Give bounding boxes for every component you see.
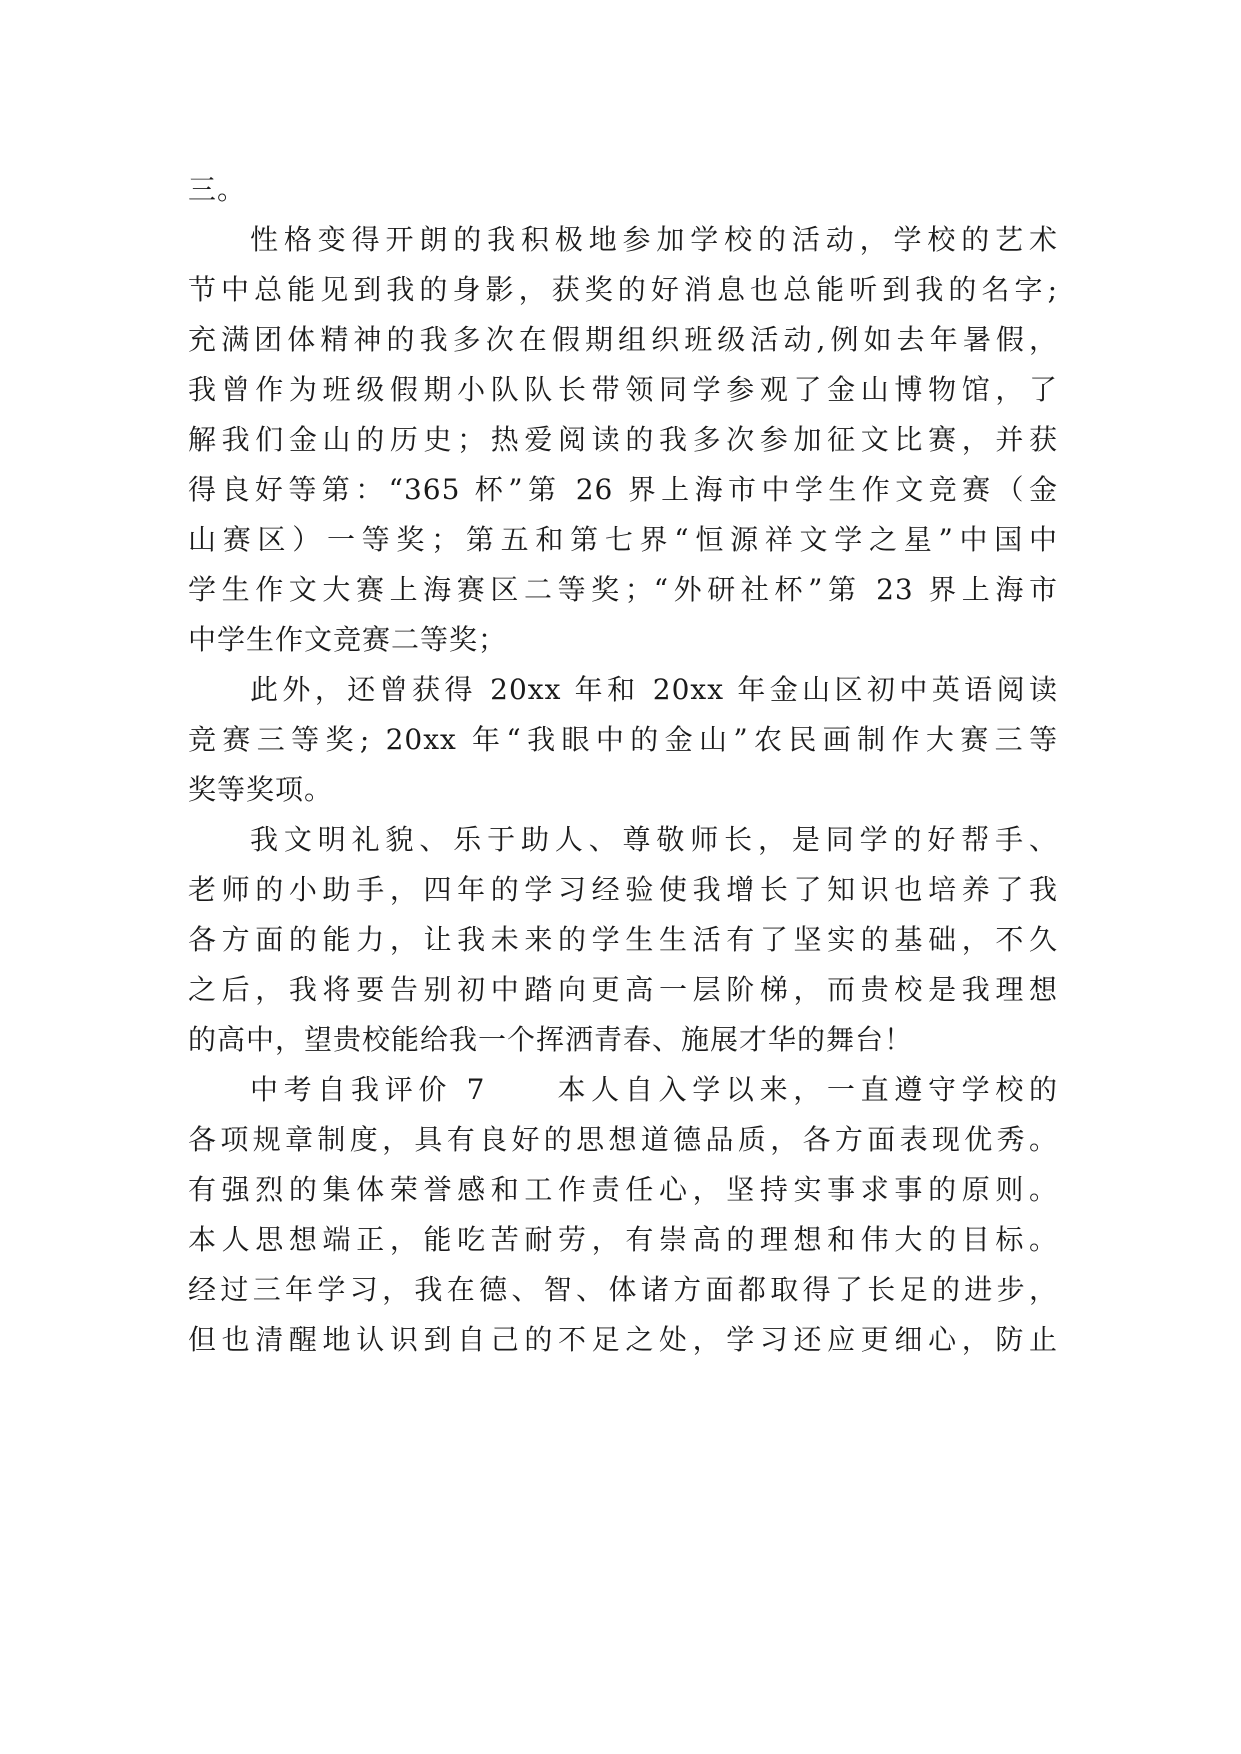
text-line: 我曾作为班级假期小队队长带领同学参观了金山博物馆，了 (188, 373, 1058, 406)
text-line: 各项规章制度，具有良好的思想道德品质，各方面表现优秀。 (188, 1123, 1058, 1156)
text-line: 经过三年学习，我在德、智、体诸方面都取得了长足的进步， (188, 1273, 1058, 1306)
text-line: 我文明礼貌、乐于助人、尊敬师长，是同学的好帮手、 (250, 823, 1058, 856)
text-line: 本人思想端正，能吃苦耐劳，有崇高的理想和伟大的目标。 (188, 1223, 1058, 1256)
text-line: 解我们金山的历史；热爱阅读的我多次参加征文比赛，并获 (188, 423, 1058, 456)
text-line: 得良好等第：“365 杯”第 26 界上海市中学生作文竞赛（金 (188, 473, 1058, 506)
document-body (188, 165, 1058, 1365)
text-line: 充满团体精神的我多次在假期组织班级活动,例如去年暑假， (188, 323, 1058, 356)
text-line: 中学生作文竞赛二等奖； (188, 623, 508, 656)
text-line: 节中总能见到我的身影，获奖的好消息也总能听到我的名字; (188, 273, 1058, 306)
text-line: 各方面的能力，让我未来的学生生活有了坚实的基础，不久 (188, 923, 1058, 956)
text-line: 的高中，望贵校能给我一个挥洒青春、施展才华的舞台！ (188, 1023, 914, 1056)
text-line: 之后，我将要告别初中踏向更高一层阶梯，而贵校是我理想 (188, 973, 1058, 1006)
text-line: 三。 (188, 173, 247, 206)
text-line: 此外，还曾获得 20xx 年和 20xx 年金山区初中英语阅读 (250, 673, 1058, 706)
text-line: 学生作文大赛上海赛区二等奖；“外研社杯”第 23 界上海市 (188, 573, 1058, 606)
text-line: 中考自我评价 7 本人自入学以来，一直遵守学校的 (250, 1073, 1058, 1106)
text-line: 但也清醒地认识到自己的不足之处，学习还应更细心，防止 (188, 1323, 1058, 1356)
text-line: 有强烈的集体荣誉感和工作责任心，坚持实事求事的原则。 (188, 1173, 1058, 1206)
text-line: 奖等奖项。 (188, 773, 334, 806)
text-line: 性格变得开朗的我积极地参加学校的活动，学校的艺术 (250, 223, 1058, 256)
text-line: 老师的小助手，四年的学习经验使我增长了知识也培养了我 (188, 873, 1058, 906)
text-line: 竞赛三等奖; 20xx 年“我眼中的金山”农民画制作大赛三等 (188, 723, 1058, 756)
text-line: 山赛区）一等奖；第五和第七界“恒源祥文学之星”中国中 (188, 523, 1058, 556)
